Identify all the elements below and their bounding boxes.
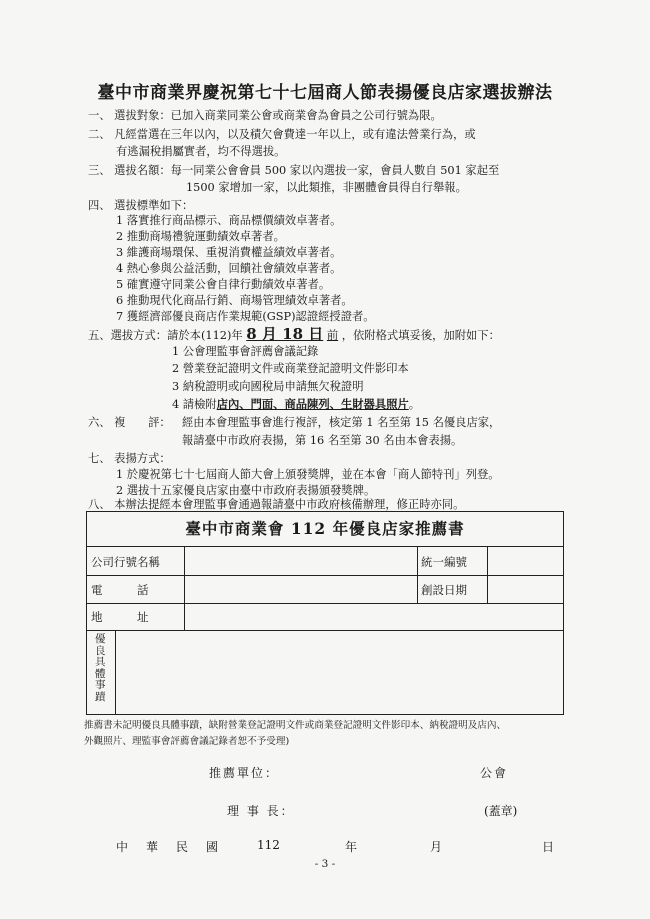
footnote-line-1: 推薦書未記明優良具體事蹟，缺附營業登記證明文件或商業登記證明文件影印本、納稅證明及店內、 (84, 720, 507, 731)
date-year: 112 (257, 838, 280, 852)
recommending-unit-label: 推薦單位： (209, 766, 280, 780)
deeds-label: 優良具體事蹟 (95, 633, 106, 703)
attachment-4-suffix: 。 (408, 398, 421, 411)
recommending-unit-suffix: 公會 (480, 766, 509, 780)
company-name-field[interactable] (188, 548, 414, 574)
section-7-heading: 七、 表揚方式： (88, 452, 171, 465)
criteria-item: 7 獲經濟部優良商店作業規範(GSP)認證經授證者。 (116, 310, 375, 323)
section-3-line-2: 1500 家增加一家，以此類推，非團體會員得自行舉報。 (186, 181, 467, 194)
founded-date-field[interactable] (491, 577, 561, 602)
criteria-item: 1 落實推行商品標示、商品標價績效卓著者。 (116, 214, 342, 227)
award-item: 2 選拔十五家優良店家由臺中市政府表揚頒發獎牌。 (116, 484, 376, 497)
page-title: 臺中市商業界慶祝第七十七屆商人節表揚優良店家選拔辦法 (97, 83, 553, 103)
founded-date-label: 創設日期 (421, 583, 467, 597)
section-3-line-1: 三、 選拔名額：每一同業公會會員 500 家以內選拔一家，會員人數自 501 家起至 (88, 164, 500, 177)
photo-requirement: 店內、門面、商品陳列、生財器具照片 (216, 397, 409, 411)
attachment-item: 3 納稅證明或向國稅局申請無欠稅證明 (172, 380, 364, 393)
date-month-unit: 月 (430, 840, 443, 854)
section-8: 八、 本辦法提經本會理監事會通過報請臺中市政府核備辦理，修正時亦同。 (88, 498, 465, 511)
date-year-unit: 年 (345, 840, 358, 854)
section-5-line (88, 327, 500, 343)
section-2-line-2: 有逃漏稅捐屬實者，均不得選拔。 (116, 145, 286, 158)
section-5-prefix: 五、選拔方式：請於本(112)年 (88, 329, 243, 342)
deeds-field[interactable] (119, 633, 561, 711)
seal-placeholder: (蓋章) (484, 804, 518, 818)
section-5-suffix: ，依附格式填妥後，加附如下： (341, 329, 500, 342)
section-6-label: 六、 複 評： (88, 416, 171, 429)
award-item: 1 於慶祝第七十七屆商人節大會上頒發獎牌，並在本會「商人節特刊」列登。 (116, 468, 500, 481)
section-6-line-2: 報請臺中市政府表揚，第 16 名至第 30 名由本會表揚。 (182, 434, 463, 447)
address-label: 地 址 (91, 610, 149, 624)
phone-label: 電 話 (91, 583, 149, 597)
attachment-item: 2 營業登記證明文件或商業登記證明文件影印本 (172, 362, 409, 375)
attachment-item-4 (172, 397, 420, 412)
date-day-unit: 日 (542, 840, 555, 854)
criteria-item: 2 推動商場禮貌運動績效卓著者。 (116, 230, 285, 243)
criteria-item: 3 維護商場環保、重視消費權益績效卓著者。 (116, 246, 342, 259)
date-era: 中 華 民 國 (116, 840, 222, 854)
attachment-4-prefix: 4 請檢附 (172, 398, 217, 411)
section-1: 一、 選拔對象：已加入商業同業公會或商業會為會員之公司行號為限。 (88, 109, 442, 122)
company-name-label: 公司行號名稱 (91, 555, 160, 569)
footnote-line-2: 外觀照片、理監事會評薦會議記錄者恕不予受理) (84, 736, 290, 747)
attachment-item: 1 公會理監事會評薦會議記錄 (172, 345, 319, 358)
address-field[interactable] (188, 605, 560, 629)
section-2-line-1: 二、 凡經當選在三年以內，以及積欠會費達一年以上，或有違法營業行為，或 (88, 128, 476, 141)
recommendation-form (86, 511, 564, 715)
deadline-date: 8 月 18 日 (246, 325, 324, 343)
section-4-heading: 四、 選拔標準如下： (88, 199, 194, 212)
director-label: 理 事 長： (227, 804, 295, 818)
section-6-line-1: 經由本會理監事會進行複評，核定第 1 名至第 15 名優良店家， (182, 416, 501, 429)
tax-id-field[interactable] (491, 548, 561, 574)
page-number: - 3 - (314, 858, 336, 870)
criteria-item: 4 熱心參與公益活動，回饋社會績效卓著者。 (116, 262, 342, 275)
phone-field[interactable] (188, 577, 414, 602)
tax-id-label: 統一編號 (421, 555, 467, 569)
deadline-suffix: 前 (326, 329, 339, 342)
form-title: 臺中市商業會 112 年優良店家推薦書 (185, 519, 465, 538)
criteria-item: 6 推動現代化商品行銷、商場管理績效卓著者。 (116, 294, 353, 307)
criteria-item: 5 確實遵守同業公會自律行動績效卓著者。 (116, 278, 331, 291)
